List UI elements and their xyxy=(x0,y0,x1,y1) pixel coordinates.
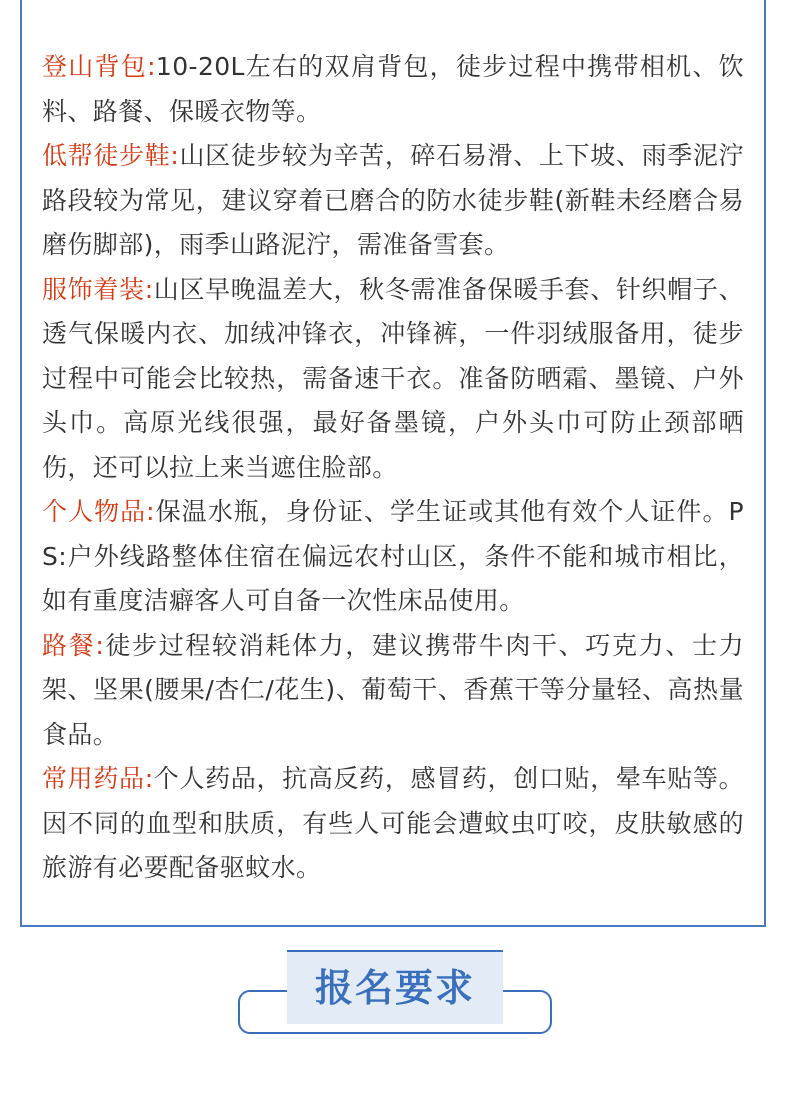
section-title: 报名要求 xyxy=(314,966,475,1010)
list-item-shoes xyxy=(42,134,744,268)
list-item-personal xyxy=(42,490,744,624)
list-item-trail-food xyxy=(42,624,744,758)
item-text: 山区早晚温差大，秋冬需准备保暖手套、针织帽子、透气保暖内衣、加绒冲锋衣，冲锋裤，一件羽绒服备用，徒步过程中可能会比较热，需备速干衣。准备防晒霜、墨镜、户外头巾。高原光线很强，最好备墨镜，户外头巾可防止颈部晒伤，还可以拉上来当遮住脸部。 xyxy=(42,274,744,482)
item-text: 山区徒步较为辛苦，碎石易滑、上下坡、雨季泥泞路段较为常见，建议穿着已磨合的防水徒步鞋(新鞋未经磨合易磨伤脚部)，雨季山路泥泞，需准备雪套。 xyxy=(42,141,744,259)
list-item-backpack xyxy=(42,45,744,134)
item-label: 服饰着装: xyxy=(42,274,154,304)
item-label: 常用药品: xyxy=(42,764,154,793)
item-label: 登山背包: xyxy=(42,52,156,81)
item-text: 徒步过程较消耗体力，建议携带牛肉干、巧克力、士力架、坚果(腰果/杏仁/花生)、葡萄干、香蕉干等分量轻、高热量食品。 xyxy=(42,630,745,749)
item-label: 路餐: xyxy=(42,630,105,660)
item-text: 保温水瓶，身份证、学生证或其他有效个人证件。PS:户外线路整体住宿在偏远农村山区，条件不能和城市相比，如有重度洁癖客人可自备一次性床品使用。 xyxy=(42,497,744,615)
equipment-list xyxy=(20,0,766,927)
list-item-clothing xyxy=(42,268,744,491)
section-header xyxy=(0,930,790,1104)
item-label: 个人物品: xyxy=(42,497,155,526)
list-item-medicine xyxy=(42,757,744,891)
item-label: 低帮徒步鞋: xyxy=(42,141,180,170)
item-text: 10-20L左右的双肩背包，徒步过程中携带相机、饮料、路餐、保暖衣物等。 xyxy=(42,52,744,126)
item-text: 个人药品，抗高反药，感冒药，创口贴，晕车贴等。因不同的血型和肤质，有些人可能会遭蚊虫叮咬，皮肤敏感的旅游有必要配备驱蚊水。 xyxy=(42,764,744,882)
